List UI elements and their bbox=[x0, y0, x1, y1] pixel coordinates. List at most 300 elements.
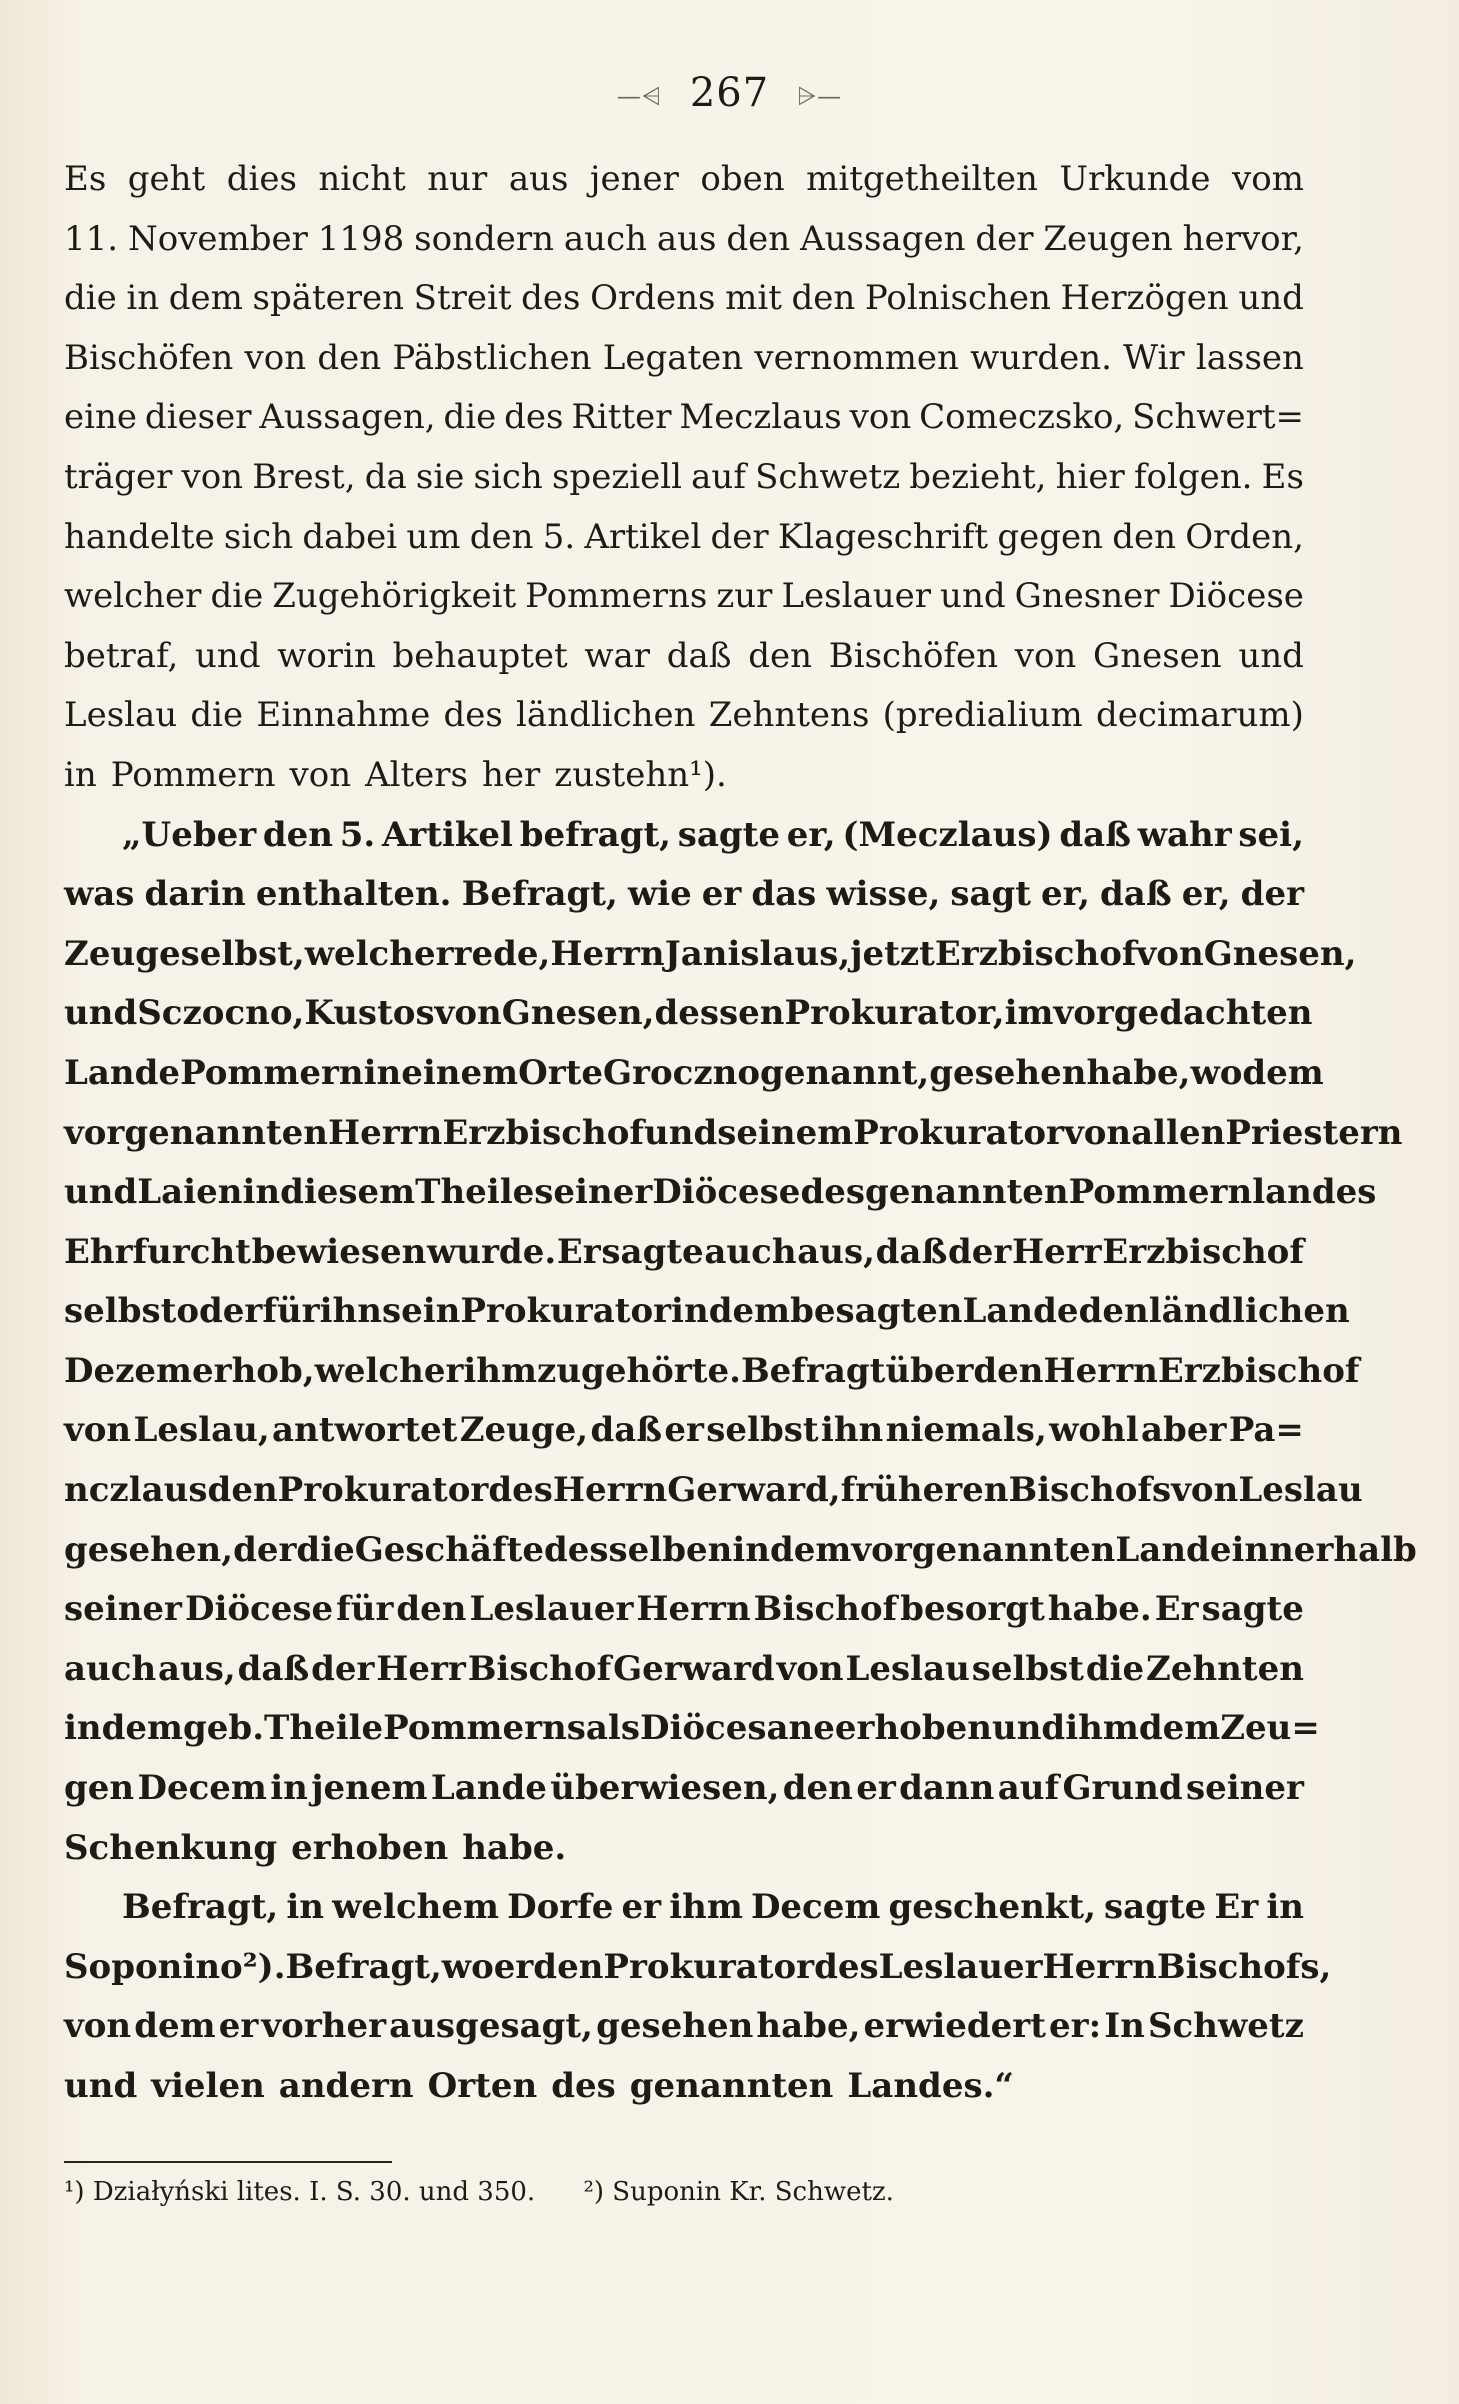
word: auch bbox=[563, 218, 648, 259]
word: 11. bbox=[64, 218, 119, 259]
word: andern bbox=[278, 2066, 414, 2106]
text-line bbox=[64, 1640, 1304, 1700]
word: er bbox=[664, 1410, 704, 1451]
word: Landes.“ bbox=[847, 2066, 1014, 2106]
word: aus, bbox=[158, 1648, 236, 1689]
word: das bbox=[751, 874, 817, 915]
word: über bbox=[885, 1350, 974, 1391]
word: in bbox=[671, 1291, 709, 1332]
word: Decem bbox=[137, 1768, 267, 1809]
word: Wir bbox=[1123, 337, 1185, 378]
word: die bbox=[1085, 1648, 1145, 1689]
word: in bbox=[363, 1052, 402, 1093]
text-line bbox=[64, 448, 1304, 508]
word: „Ueber bbox=[122, 814, 257, 855]
word: Zehntens bbox=[708, 695, 870, 736]
word: besorgt bbox=[900, 1589, 1045, 1630]
text-line bbox=[64, 1223, 1304, 1283]
word: eine bbox=[64, 397, 138, 438]
word: Herrn bbox=[1042, 1946, 1157, 1987]
text-line bbox=[64, 1819, 1304, 1879]
word: dem bbox=[134, 2006, 216, 2047]
word: Schwetz bbox=[1147, 2006, 1304, 2047]
word: 5. bbox=[542, 516, 576, 557]
word: Gnesen bbox=[1093, 635, 1222, 676]
text-line bbox=[64, 1104, 1403, 1164]
word: des bbox=[504, 397, 564, 438]
word: sagte bbox=[601, 1231, 704, 1272]
word: die bbox=[443, 397, 497, 438]
word: darin bbox=[144, 874, 246, 915]
word: Klageschrift bbox=[777, 516, 989, 557]
word: den bbox=[1112, 516, 1177, 557]
word: Theile bbox=[264, 1708, 384, 1749]
word: für bbox=[336, 1589, 394, 1630]
word: in bbox=[64, 754, 97, 795]
word: innerhalb bbox=[1231, 1529, 1417, 1570]
word: Laien bbox=[137, 1172, 243, 1213]
word: von bbox=[849, 397, 912, 438]
text-line bbox=[64, 1342, 1360, 1402]
word: auf bbox=[997, 1768, 1060, 1809]
word: aus, bbox=[797, 1231, 875, 1272]
word: genannt, bbox=[760, 1052, 930, 1093]
word: selbst bbox=[971, 1648, 1084, 1689]
word: und bbox=[194, 635, 261, 676]
word: selbst bbox=[706, 1410, 819, 1451]
word: vorgedachten bbox=[1053, 993, 1313, 1034]
word: Aussagen, bbox=[259, 397, 436, 438]
word: Herr bbox=[376, 1648, 466, 1689]
word: Erzbischof bbox=[1157, 1350, 1360, 1391]
word: wie bbox=[627, 874, 692, 915]
word: den bbox=[469, 516, 534, 557]
word: den bbox=[1078, 1291, 1149, 1332]
word: Bischof bbox=[753, 1589, 898, 1630]
text-line bbox=[64, 329, 1304, 389]
word: Theile bbox=[415, 1172, 535, 1213]
word: genannten bbox=[629, 2066, 834, 2106]
word: dem bbox=[1242, 1052, 1324, 1093]
word: Lande bbox=[430, 1768, 547, 1809]
word: daß bbox=[875, 1231, 948, 1272]
word: aus bbox=[656, 218, 717, 259]
word: die bbox=[296, 1529, 355, 1570]
word: vom bbox=[1232, 159, 1304, 199]
word: Pommerns bbox=[525, 576, 708, 617]
word: Schwert= bbox=[1132, 397, 1304, 438]
page-header bbox=[0, 70, 1459, 116]
text-line bbox=[64, 806, 1304, 866]
word: aber bbox=[1141, 1410, 1227, 1451]
word: er bbox=[856, 1768, 896, 1809]
word: Schwetz bbox=[755, 456, 901, 497]
word: wahr bbox=[1137, 814, 1232, 855]
word: Leslauer bbox=[878, 1946, 1043, 1987]
word: Kustos bbox=[304, 993, 435, 1034]
word: des bbox=[488, 1470, 553, 1511]
word: auch bbox=[704, 1231, 797, 1272]
word: lassen bbox=[1195, 337, 1304, 378]
word: Es bbox=[64, 159, 107, 199]
word: jenem bbox=[311, 1768, 428, 1809]
word: ihm bbox=[669, 1887, 743, 1928]
word: zustehn¹). bbox=[554, 754, 727, 795]
word: wohl bbox=[1049, 1410, 1139, 1451]
word: vorgenannten bbox=[64, 1112, 328, 1153]
word: für bbox=[262, 1291, 320, 1332]
text-line bbox=[64, 1401, 1304, 1461]
word: seiner bbox=[1185, 1768, 1304, 1809]
word: welchem bbox=[332, 1887, 499, 1928]
footnote-2: ²) Suponin Kr. Schwetz. bbox=[583, 2177, 894, 2207]
word: in bbox=[732, 1529, 770, 1570]
word: bezieht, bbox=[909, 456, 1047, 497]
text-line bbox=[64, 984, 1313, 1044]
word: handelte bbox=[64, 516, 215, 557]
word: hier bbox=[1055, 456, 1125, 497]
word: er bbox=[493, 1946, 534, 1987]
word: ihm bbox=[1065, 1708, 1139, 1749]
word: der bbox=[233, 1529, 297, 1570]
word: Prokurator bbox=[460, 1291, 672, 1332]
word: Diöcese bbox=[1168, 576, 1304, 617]
word: und bbox=[1238, 278, 1304, 319]
word: Priestern bbox=[1225, 1112, 1403, 1153]
text-line bbox=[64, 627, 1304, 687]
word: den bbox=[748, 635, 813, 676]
word: Zehnten bbox=[1146, 1648, 1304, 1689]
word: Erzbischof bbox=[1102, 1231, 1304, 1272]
word: was bbox=[64, 874, 135, 915]
body-text bbox=[64, 150, 1417, 2117]
word: Aussagen bbox=[800, 218, 966, 259]
word: Gnesen, bbox=[1203, 933, 1357, 974]
word: in bbox=[242, 1172, 281, 1213]
word: und bbox=[64, 993, 138, 1034]
word: als bbox=[585, 1708, 640, 1749]
word: er, bbox=[1041, 874, 1090, 915]
word: Erzbischof bbox=[442, 1112, 645, 1153]
word: er, bbox=[1181, 874, 1231, 915]
word: träger bbox=[64, 456, 173, 497]
footnote-rule bbox=[64, 2161, 392, 2163]
word: Pommerns bbox=[383, 1708, 586, 1749]
word: desselben bbox=[543, 1529, 733, 1570]
word: von bbox=[1014, 635, 1077, 676]
word: Erzbischof bbox=[934, 933, 1137, 974]
word: Diöcese bbox=[184, 1589, 334, 1630]
word: ländlichen bbox=[516, 695, 696, 736]
word: (Meczlaus) bbox=[842, 814, 1053, 855]
word: gen bbox=[64, 1768, 135, 1809]
word: vorher bbox=[261, 2006, 387, 2047]
text-line bbox=[64, 567, 1304, 627]
word: erhoben bbox=[834, 1708, 992, 1749]
word: Bischöfen bbox=[64, 337, 234, 378]
word: Pommernlandes bbox=[1068, 1172, 1377, 1213]
word: von bbox=[776, 1648, 844, 1689]
word: dem bbox=[1138, 1708, 1221, 1749]
word: Urkunde bbox=[1059, 159, 1211, 199]
word: die bbox=[64, 278, 117, 319]
word: Artikel bbox=[584, 516, 702, 557]
text-line bbox=[64, 1878, 1304, 1938]
text-line bbox=[64, 1938, 1332, 1998]
word: jetzt bbox=[850, 933, 935, 974]
word: des bbox=[551, 2066, 616, 2106]
word: Befragt, bbox=[122, 1887, 279, 1928]
word: Lande bbox=[962, 1291, 1079, 1332]
word: einem bbox=[401, 1052, 519, 1093]
word: geht bbox=[127, 159, 206, 199]
text-line bbox=[64, 686, 1304, 746]
word: oder bbox=[176, 1291, 263, 1332]
word: bewiesen bbox=[251, 1231, 427, 1272]
text-line bbox=[64, 925, 1357, 985]
word: überwiesen, bbox=[550, 1768, 780, 1809]
word: den bbox=[262, 814, 334, 855]
word: von bbox=[1063, 1112, 1132, 1153]
word: Herrn bbox=[636, 1589, 751, 1630]
word: in bbox=[1266, 1887, 1304, 1928]
word: Prokurator bbox=[277, 1470, 489, 1511]
word: Herrn bbox=[1043, 1350, 1158, 1391]
text-line bbox=[64, 210, 1304, 270]
word: und bbox=[940, 576, 1006, 617]
word: Sczocno, bbox=[137, 993, 305, 1034]
word: vernommen bbox=[754, 337, 959, 378]
word: und bbox=[64, 2066, 138, 2106]
word: betraf, bbox=[64, 635, 179, 676]
word: sondern bbox=[414, 218, 555, 259]
word: Streit bbox=[413, 278, 512, 319]
word: des bbox=[800, 1172, 865, 1213]
word: Leslau bbox=[1238, 1470, 1363, 1511]
text-line bbox=[64, 1759, 1304, 1819]
footnote-1: ¹) Działyński lites. I. S. 30. und 350. bbox=[64, 2177, 536, 2207]
word: Herr bbox=[1012, 1231, 1102, 1272]
word: Prokurator, bbox=[784, 993, 1005, 1034]
word: her bbox=[482, 754, 541, 795]
word: den bbox=[726, 218, 791, 259]
page-number: 267 bbox=[689, 70, 770, 116]
word: seiner bbox=[64, 1589, 182, 1630]
word: der bbox=[311, 1648, 375, 1689]
word: worin bbox=[277, 635, 376, 676]
text-line bbox=[64, 1580, 1304, 1640]
word: dann bbox=[899, 1768, 995, 1809]
word: mit bbox=[725, 278, 782, 319]
text-line bbox=[64, 388, 1304, 448]
word: Päbstlichen bbox=[392, 337, 592, 378]
word: früheren bbox=[840, 1470, 1009, 1511]
word: decimarum) bbox=[1095, 695, 1304, 736]
text-line bbox=[64, 1997, 1304, 2057]
word: habe. bbox=[1047, 1589, 1152, 1630]
text-line bbox=[64, 746, 1304, 806]
word: dabei bbox=[302, 516, 398, 557]
word: Ordens bbox=[590, 278, 716, 319]
word: von bbox=[1171, 1470, 1239, 1511]
word: und bbox=[64, 1172, 138, 1213]
word: Groczno bbox=[603, 1052, 761, 1093]
word: ihn bbox=[319, 1291, 382, 1332]
word: In bbox=[1104, 2006, 1145, 2047]
word: Dorfe bbox=[507, 1887, 614, 1928]
word: er bbox=[218, 2006, 259, 2047]
word: daß bbox=[1059, 814, 1131, 855]
word: die bbox=[190, 695, 244, 736]
word: Artikel bbox=[381, 814, 513, 855]
word: wo bbox=[1190, 1052, 1243, 1093]
word: wisse, bbox=[826, 874, 941, 915]
word: wurden. bbox=[970, 337, 1112, 378]
word: seinem bbox=[717, 1112, 854, 1153]
word: Alters bbox=[365, 754, 469, 795]
word: Ritter bbox=[571, 397, 672, 438]
word: den bbox=[791, 278, 856, 319]
word: sich bbox=[223, 516, 294, 557]
word: oben bbox=[700, 159, 785, 199]
word: Gnesner bbox=[1014, 576, 1160, 617]
word: von bbox=[64, 2006, 132, 2047]
word: folgen. bbox=[1133, 456, 1253, 497]
word: Gnesen, bbox=[501, 993, 655, 1034]
word: sagte bbox=[1201, 1589, 1304, 1630]
word: Brest, bbox=[252, 456, 356, 497]
word: in bbox=[64, 1708, 102, 1749]
word: war bbox=[584, 635, 651, 676]
text-line bbox=[64, 2057, 1304, 2117]
word: und bbox=[991, 1708, 1066, 1749]
word: nicht bbox=[318, 159, 406, 199]
word: Geschäfte bbox=[354, 1529, 544, 1570]
word: der bbox=[1240, 874, 1304, 915]
word: sagt bbox=[950, 874, 1031, 915]
word: Zeugen bbox=[1043, 218, 1173, 259]
word: Leslau bbox=[64, 695, 178, 736]
word: Ehrfurcht bbox=[64, 1231, 251, 1272]
text-line bbox=[64, 1044, 1324, 1104]
word: Zeuge bbox=[64, 933, 181, 974]
word: befragt, bbox=[519, 814, 671, 855]
word: er: bbox=[1049, 2006, 1102, 2047]
word: Polnischen bbox=[864, 278, 1051, 319]
word: welcher bbox=[314, 1350, 464, 1391]
word: dies bbox=[226, 159, 297, 199]
word: gesehen bbox=[929, 1052, 1087, 1093]
word: da bbox=[364, 456, 407, 497]
word: im bbox=[1004, 993, 1054, 1034]
word: Zeuge, bbox=[459, 1410, 589, 1451]
word: er bbox=[701, 874, 742, 915]
word: Er bbox=[1214, 1887, 1259, 1928]
word: den bbox=[533, 1946, 604, 1987]
word: zur bbox=[716, 576, 773, 617]
word: Pa= bbox=[1228, 1410, 1304, 1451]
word: dem bbox=[708, 1291, 791, 1332]
word: Decem bbox=[750, 1887, 881, 1928]
word: Soponino²). bbox=[64, 1946, 286, 1987]
word: daß bbox=[1100, 874, 1172, 915]
word: niemals, bbox=[885, 1410, 1047, 1451]
word: Lande bbox=[1115, 1529, 1232, 1570]
word: (predialium bbox=[882, 695, 1083, 736]
word: November bbox=[127, 218, 308, 259]
footnotes bbox=[64, 2170, 1304, 2214]
word: Es bbox=[1261, 456, 1304, 497]
word: ihn bbox=[820, 1410, 884, 1451]
word: Leslauer bbox=[781, 576, 932, 617]
word: Prokurator bbox=[853, 1112, 1064, 1153]
word: ländlichen bbox=[1148, 1291, 1350, 1332]
word: Diöcesane bbox=[639, 1708, 835, 1749]
word: in bbox=[286, 1887, 325, 1928]
word: nczlaus bbox=[64, 1470, 208, 1511]
word: der bbox=[975, 218, 1034, 259]
word: gesehen bbox=[596, 2006, 754, 2047]
word: Dezem bbox=[64, 1350, 193, 1391]
word: habe, bbox=[1086, 1052, 1191, 1093]
word: Leslau bbox=[845, 1648, 970, 1689]
word: den bbox=[207, 1470, 278, 1511]
word: Legaten bbox=[602, 337, 744, 378]
word: er, bbox=[786, 814, 836, 855]
word: er bbox=[621, 1887, 662, 1928]
word: dieser bbox=[144, 397, 252, 438]
word: sagte bbox=[1104, 1887, 1207, 1928]
word: ausgesagt, bbox=[389, 2006, 593, 2047]
word: erhoben bbox=[291, 1827, 449, 1868]
word: allen bbox=[1131, 1112, 1226, 1153]
word: der bbox=[947, 1231, 1012, 1272]
word: und bbox=[644, 1112, 718, 1153]
word: Diöcese bbox=[652, 1172, 801, 1213]
word: Herrn bbox=[552, 1470, 668, 1511]
word: selbst, bbox=[180, 933, 305, 974]
word: dessen bbox=[654, 993, 785, 1034]
word: vielen bbox=[151, 2066, 265, 2106]
word: den bbox=[782, 1768, 853, 1809]
word: Befragt, bbox=[461, 874, 618, 915]
word: die bbox=[210, 576, 264, 617]
word: auch bbox=[64, 1648, 157, 1689]
word: Zeu= bbox=[1220, 1708, 1320, 1749]
word: Er bbox=[556, 1231, 601, 1272]
text-line bbox=[64, 150, 1304, 210]
word: nur bbox=[427, 159, 488, 199]
word: den bbox=[973, 1350, 1044, 1391]
word: wurde. bbox=[427, 1231, 557, 1272]
word: diesem bbox=[280, 1172, 416, 1213]
word: sein bbox=[381, 1291, 461, 1332]
word: Orten bbox=[427, 2066, 538, 2106]
text-line bbox=[64, 1282, 1350, 1342]
word: gesehen, bbox=[64, 1529, 234, 1570]
word: 5. bbox=[339, 814, 376, 855]
word: Er bbox=[1154, 1589, 1199, 1630]
word: Bischofs bbox=[1008, 1470, 1172, 1511]
word: sagte bbox=[677, 814, 781, 855]
word: des bbox=[443, 695, 503, 736]
text-line bbox=[64, 1699, 1320, 1759]
word: genannten bbox=[864, 1172, 1069, 1213]
word: behauptet bbox=[392, 635, 568, 676]
text-line bbox=[64, 508, 1304, 568]
word: Herrn bbox=[328, 1112, 443, 1153]
word: selbst bbox=[64, 1291, 177, 1332]
